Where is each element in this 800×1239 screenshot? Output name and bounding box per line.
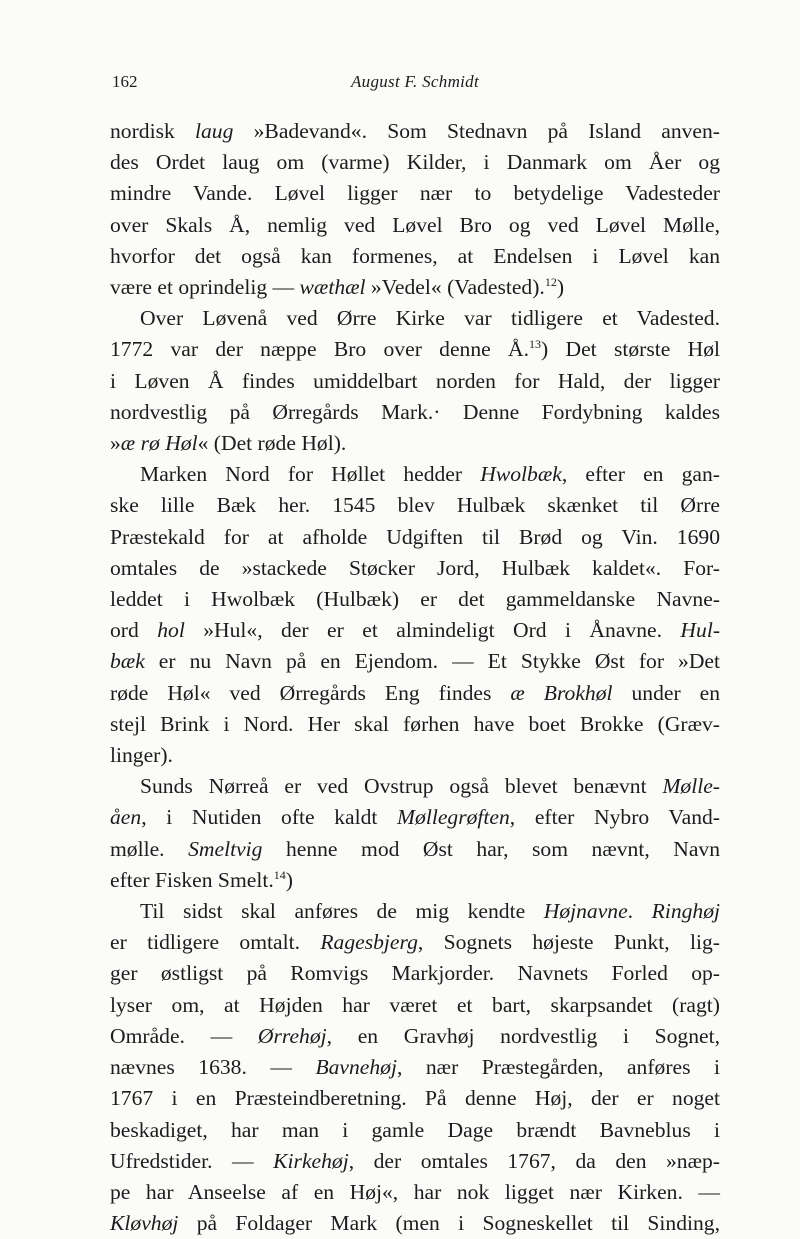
- text-line: ger østligst på Romvigs Markjorder. Navnets Forled op-: [110, 961, 720, 986]
- text-line: er tidligere omtalt. Ragesbjerg, Sognets højeste Punkt, lig-: [110, 930, 720, 955]
- text-line: »æ rø Høl« (Det røde Høl).: [110, 431, 347, 456]
- text-line: Kløvhøj på Foldager Mark (men i Sogneskellet til Sinding,: [110, 1211, 720, 1236]
- paragraph: [110, 459, 720, 771]
- text-line: linger).: [110, 743, 173, 768]
- text-line: leddet i Hwolbæk (Hulbæk) er det gammeldanske Navne-: [110, 587, 720, 612]
- text-line: omtales de »stackede Støcker Jord, Hulbæk kaldet«. For-: [110, 555, 720, 580]
- text-line: hvorfor det også kan formenes, at Endelsen i Løvel kan: [110, 243, 720, 268]
- text-line: i Løven Å findes umiddelbart norden for Hald, der ligger: [110, 368, 720, 393]
- text-line: Præstekald for at afholde Udgiften til Brød og Vin. 1690: [110, 524, 720, 549]
- text-line: bæk er nu Navn på en Ejendom. — Et Stykke Øst for »Det: [110, 649, 720, 674]
- text-line: Marken Nord for Høllet hedder Hwolbæk, efter en gan-: [140, 462, 720, 487]
- text-line: lyser om, at Højden har været et bart, skarpsandet (ragt): [110, 992, 720, 1017]
- page-header: [112, 72, 718, 96]
- paragraph: [110, 116, 720, 303]
- text-line: over Skals Å, nemlig ved Løvel Bro og ved Løvel Mølle,: [110, 212, 720, 237]
- paragraph: [110, 303, 720, 459]
- text-line: efter Fisken Smelt.$^{14}$): [110, 867, 293, 892]
- text-line: Over Løvenå ved Ørre Kirke var tidligere et Vadested.: [140, 306, 720, 331]
- text-line: Til sidst skal anføres de mig kendte Højnavne. Ringhøj: [140, 899, 721, 924]
- text-line: des Ordet laug om (varme) Kilder, i Danmark om Åer og: [110, 150, 720, 175]
- text-line: 1767 i en Præsteindberetning. På denne Høj, der er noget: [110, 1086, 720, 1111]
- text-line: mølle. Smeltvig henne mod Øst har, som nævnt, Navn: [110, 836, 720, 861]
- text-line: pe har Anseelse af en Høj«, har nok ligget nær Kirken. —: [110, 1179, 720, 1204]
- text-line: nævnes 1638. — Bavnehøj, nær Præstegården, anføres i: [110, 1055, 721, 1080]
- text-line: Område. — Ørrehøj, en Gravhøj nordvestlig i Sognet,: [110, 1023, 720, 1048]
- text-line: beskadiget, har man i gamle Dage brændt Bavneblus i: [110, 1117, 720, 1142]
- text-line: 1772 var der næppe Bro over denne Å.$^{13}$) Det største Høl: [110, 337, 721, 362]
- page-number: 162: [112, 72, 138, 91]
- paragraph: [110, 771, 720, 896]
- text-line: mindre Vande. Løvel ligger nær to betydelige Vadesteder: [110, 181, 720, 206]
- text-line: nordvestlig på Ørregårds Mark.· Denne Fordybning kaldes: [110, 399, 720, 424]
- text-line: Ufredstider. — Kirkehøj, der omtales 1767, da den »næp-: [110, 1148, 720, 1173]
- paragraph: [110, 896, 720, 1239]
- text-line: stejl Brink i Nord. Her skal førhen have boet Brokke (Græv-: [110, 711, 720, 736]
- text-line: ske lille Bæk her. 1545 blev Hulbæk skænket til Ørre: [110, 493, 720, 518]
- text-line: åen, i Nutiden ofte kaldt Møllegrøften, efter Nybro Vand-: [110, 805, 720, 830]
- text-line: være et oprindelig — wæthæl »Vedel« (Vadested).$^{12}$): [110, 275, 565, 300]
- running-title: August F. Schmidt: [350, 72, 480, 91]
- text-line: nordisk laug »Badevand«. Som Stednavn på Island anven-: [110, 119, 720, 143]
- text-line: ord hol »Hul«, der er et almindeligt Ord i Ånavne. Hul-: [110, 618, 721, 643]
- text-line: røde Høl« ved Ørregårds Eng findes æ Brokhøl under en: [110, 680, 720, 705]
- text-line: Sunds Nørreå er ved Ovstrup også blevet benævnt Mølle-: [140, 774, 720, 799]
- body-text: [110, 116, 720, 1239]
